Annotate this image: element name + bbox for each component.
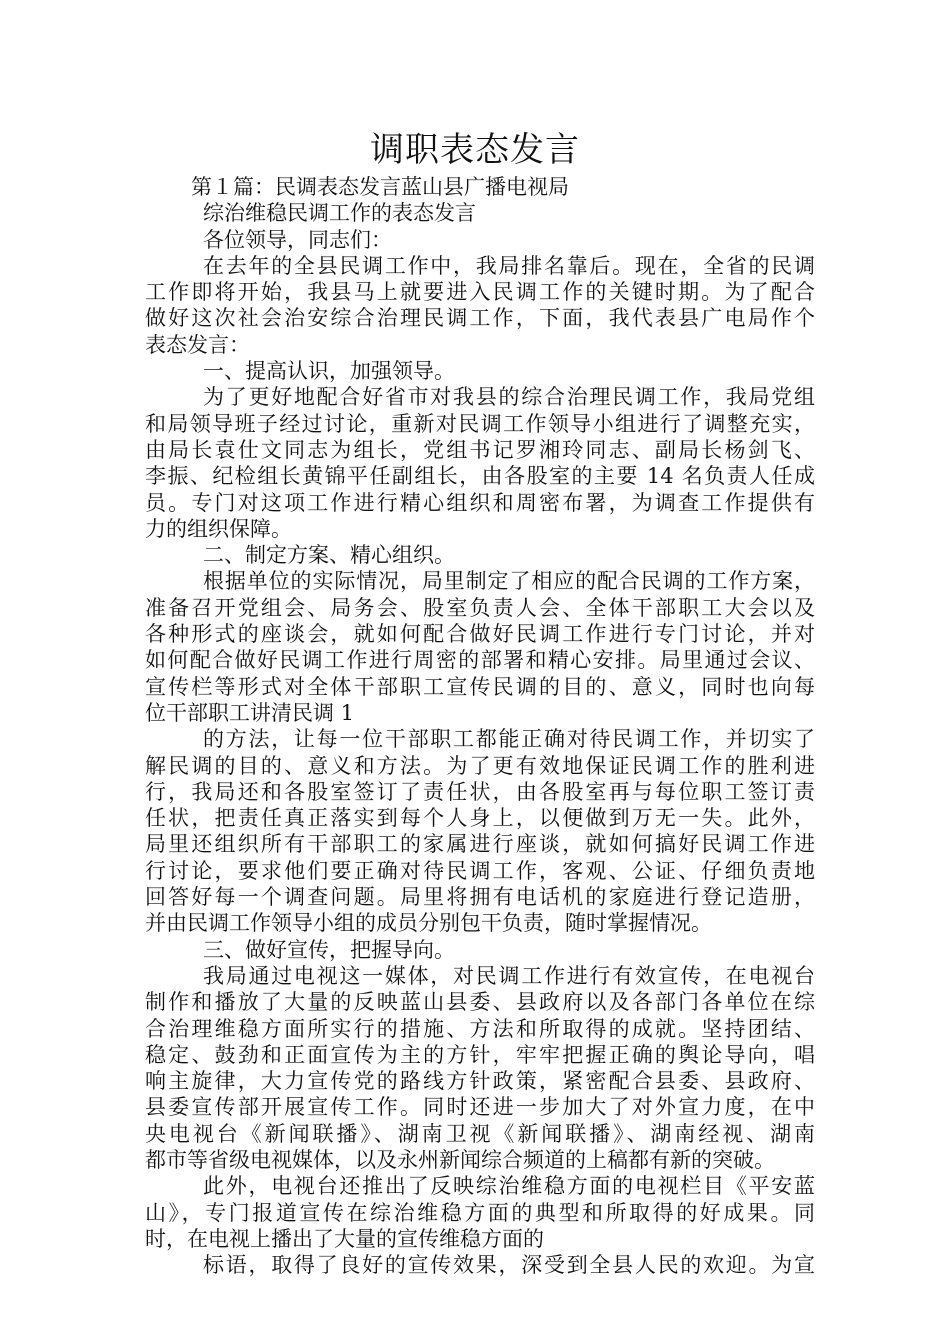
- text-line: 时，在电视上播出了大量的宣传维稳方面的: [145, 1226, 544, 1251]
- text-line: 央电视台《新闻联播》、湖南卫视《新闻联播》、湖南经视、湖南: [145, 1121, 815, 1146]
- text-line: 和局领导班子经过讨论，重新对民调工作领导小组进行了调整充实，: [145, 411, 815, 436]
- text-line: 由局长袁仕文同志为组长，党组书记罗湘玲同志、副局长杨剑飞、: [145, 437, 815, 462]
- text-line: 回答好每一个调查问题。局里将拥有电话机的家庭进行登记造册，: [145, 885, 815, 910]
- text-line: 员。专门对这项工作进行精心组织和周密布署，为调查工作提供有: [145, 490, 815, 515]
- text-line: 局里还组织所有干部职工的家属进行座谈，就如何搞好民调工作进: [145, 832, 815, 857]
- text-line: 表态发言：: [145, 332, 250, 357]
- text-line: 位干部职工讲清民调 1: [145, 700, 355, 725]
- text-line: 都市等省级电视媒体，以及永州新闻综合频道的上稿都有新的突破。: [145, 1147, 775, 1172]
- text-line: 解民调的目的、意义和方法。为了更有效地保证民调工作的胜利进: [145, 753, 815, 778]
- text-line: 响主旋律，大力宣传党的路线方针政策，紧密配合县委、县政府、: [145, 1069, 815, 1094]
- text-line: 李振、纪检组长黄锦平任副组长，由各股室的主要 14 名负责人任成: [145, 464, 815, 489]
- salutation: 各位领导，同志们：: [203, 227, 392, 252]
- chapter-heading: 第１篇：民调表态发言蓝山县广播电视局: [191, 175, 569, 199]
- text-line: 为了更好地配合好省市对我县的综合治理民调工作，我局党组: [203, 385, 815, 410]
- text-line: 标语，取得了良好的宣传效果，深受到全县人民的欢迎。为宣: [203, 1253, 815, 1278]
- text-line: 工作即将开始，我县马上就要进入民调工作的关键时期。为了配合: [145, 280, 815, 305]
- text-line: 我局通过电视这一媒体，对民调工作进行有效宣传，在电视台: [203, 963, 815, 988]
- document-title: 调职表态发言: [370, 130, 580, 170]
- text-line: 在去年的全县民调工作中，我局排名靠后。现在，全省的民调: [203, 253, 815, 278]
- section-heading: 二、制定方案、精心组织。: [203, 543, 455, 568]
- text-line: 制作和播放了大量的反映蓝山县委、县政府以及各部门各单位在综: [145, 990, 815, 1015]
- text-line: 县委宣传部开展宣传工作。同时还进一步加大了对外宣力度，在中: [145, 1095, 815, 1120]
- text-line: 的方法，让每一位干部职工都能正确对待民调工作，并切实了: [203, 727, 815, 752]
- text-line: 任状，把责任真正落实到每个人身上，以便做到万无一失。此外，: [145, 806, 815, 831]
- text-line: 准备召开党组会、局务会、股室负责人会、全体干部职工大会以及: [145, 595, 815, 620]
- document-body: [145, 174, 815, 1278]
- text-line: 稳定、鼓劲和正面宣传为主的方针，牢牢把握正确的舆论导向，唱: [145, 1042, 815, 1067]
- text-line: 根据单位的实际情况，局里制定了相应的配合民调的工作方案，: [203, 569, 815, 594]
- text-line: 做好这次社会治安综合治理民调工作，下面，我代表县广电局作个: [145, 306, 815, 331]
- text-line: 各种形式的座谈会，就如何配合做好民调工作进行专门讨论，并对: [145, 622, 815, 647]
- section-heading: 一、提高认识，加强领导。: [203, 359, 455, 384]
- text-line: 行讨论，要求他们要正确对待民调工作，客观、公证、仔细负责地: [145, 858, 815, 883]
- text-line: 宣传栏等形式对全体干部职工宣传民调的目的、意义，同时也向每: [145, 674, 815, 699]
- text-line: 山》，专门报道宣传在综治维稳方面的典型和所取得的好成果。同: [145, 1200, 815, 1225]
- text-line: 此外，电视台还推出了反映综治维稳方面的电视栏目《平安蓝: [203, 1174, 815, 1199]
- text-line: 力的组织保障。: [145, 516, 292, 541]
- speech-subtitle: 综治维稳民调工作的表态发言: [203, 201, 476, 226]
- text-line: 并由民调工作领导小组的成员分别包干负责，随时掌握情况。: [145, 911, 712, 936]
- text-line: 行，我局还和各股室签订了责任状，由各股室再与每位职工签订责: [145, 779, 815, 804]
- section-heading: 三、做好宣传，把握导向。: [203, 937, 455, 962]
- text-line: 如何配合做好民调工作进行周密的部署和精心安排。局里通过会议、: [145, 648, 815, 673]
- text-line: 合治理维稳方面所实行的措施、方法和所取得的成就。坚持团结、: [145, 1016, 815, 1041]
